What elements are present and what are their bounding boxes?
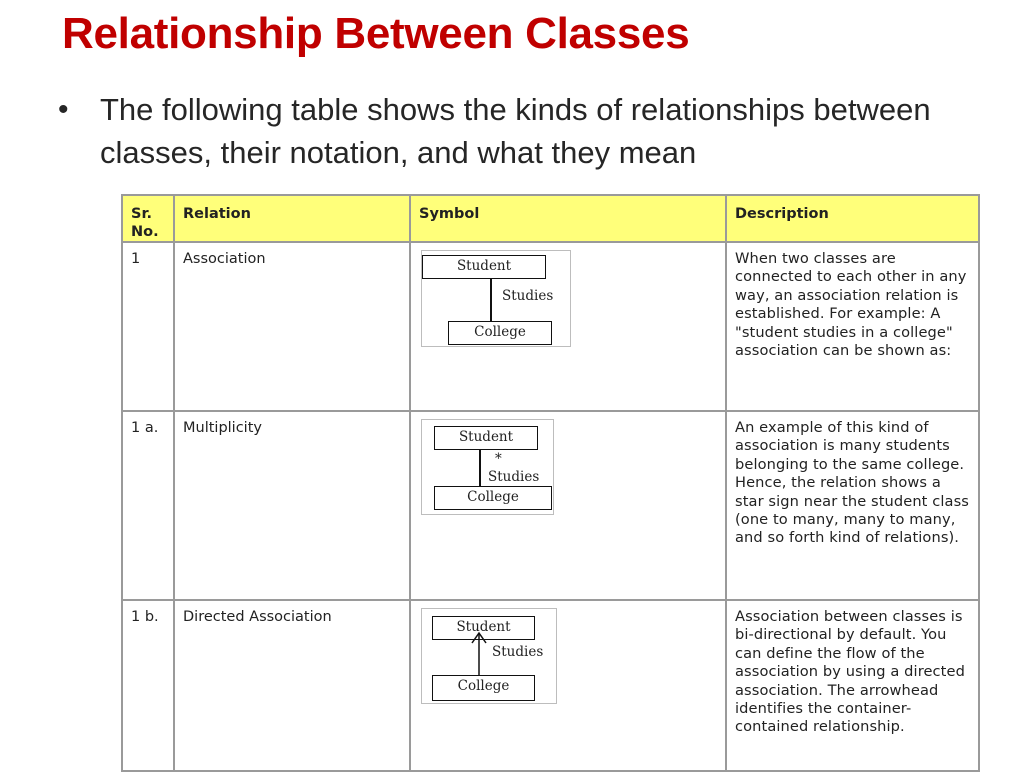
symbol-cell bbox=[410, 600, 726, 771]
header-symbol: Symbol bbox=[410, 195, 726, 242]
association-label: Studies bbox=[488, 469, 540, 485]
uml-class-college: College bbox=[448, 321, 552, 345]
relationships-table bbox=[121, 194, 980, 772]
header-sr-no: Sr. No. bbox=[122, 195, 174, 242]
uml-class-student: Student bbox=[432, 616, 535, 640]
bullet-dot-icon: • bbox=[58, 93, 69, 126]
association-line bbox=[479, 450, 481, 486]
uml-class-student: Student bbox=[422, 255, 546, 279]
directed-association-diagram bbox=[421, 608, 557, 704]
table-row bbox=[122, 600, 979, 771]
bullet-point bbox=[58, 88, 958, 174]
association-label: Studies bbox=[492, 644, 544, 660]
association-line bbox=[490, 279, 492, 321]
description-cell: Association between classes is bi-directional by default. You can define the flow of the association by using a directed association. The arrowhead identifies the container-contained relationship. bbox=[726, 600, 979, 771]
sr-no-cell: 1 bbox=[122, 242, 174, 411]
symbol-cell bbox=[410, 242, 726, 411]
table-row bbox=[122, 411, 979, 600]
sr-no-cell: 1 b. bbox=[122, 600, 174, 771]
uml-class-college: College bbox=[432, 675, 535, 701]
uml-class-college: College bbox=[434, 486, 552, 510]
header-relation: Relation bbox=[174, 195, 410, 242]
table-row bbox=[122, 242, 979, 411]
table-header-row bbox=[122, 195, 979, 242]
relation-cell: Multiplicity bbox=[174, 411, 410, 600]
uml-class-student: Student bbox=[434, 426, 538, 450]
relation-cell: Directed Association bbox=[174, 600, 410, 771]
slide-title: Relationship Between Classes bbox=[62, 9, 690, 58]
association-diagram bbox=[421, 250, 571, 347]
description-cell: An example of this kind of association is many students belonging to the same college. Hence, the relation shows a star sign near the student class (one to many, many to many, and so forth kind of relations). bbox=[726, 411, 979, 600]
bullet-text: The following table shows the kinds of relationships between classes, their notation, and what they mean bbox=[100, 92, 931, 170]
relation-cell: Association bbox=[174, 242, 410, 411]
header-description: Description bbox=[726, 195, 979, 242]
description-cell: When two classes are connected to each other in any way, an association relation is established. For example: A "student studies in a college" association can be shown as: bbox=[726, 242, 979, 411]
multiplicity-diagram bbox=[421, 419, 554, 515]
multiplicity-star: * bbox=[495, 451, 502, 467]
association-label: Studies bbox=[502, 288, 554, 304]
sr-no-cell: 1 a. bbox=[122, 411, 174, 600]
symbol-cell bbox=[410, 411, 726, 600]
arrowhead-icon bbox=[471, 631, 487, 679]
